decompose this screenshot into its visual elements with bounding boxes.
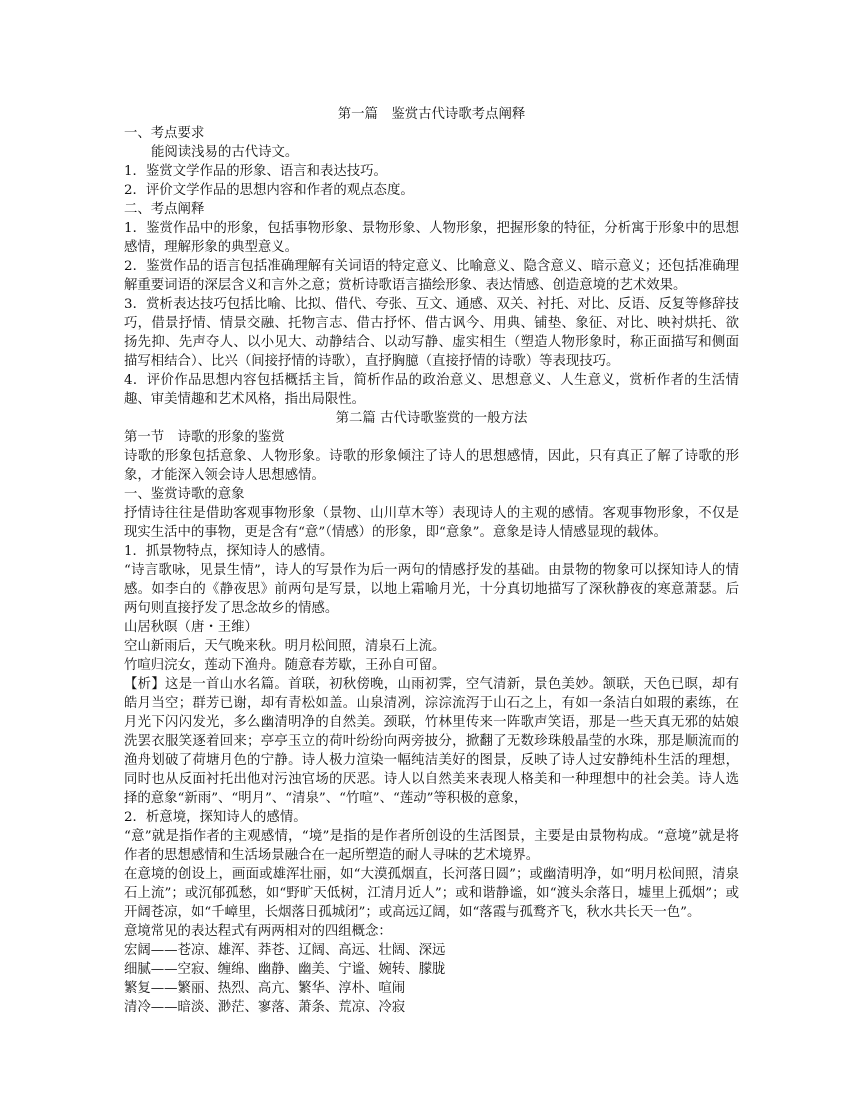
group-item: 宏阔——苍凉、雄浑、莽苍、辽阔、高远、壮阔、深远 [124, 943, 446, 958]
method-2-heading: 2．析意境，探知诗人的感情。 [124, 810, 307, 825]
examples-paragraph: 在意境的创设上，画面或雄浑壮丽，如“大漠孤烟直，长河落日圆”；或幽清明净，如“明月松间照，清泉石上流”；或沉郁孤愁，如“野旷天低树，江清月近人”；或和谐静谧，如“渡头余落日，墟里上孤烟”；或开阔苍凉，如“千嶂里，长烟落日孤城闭”；或高远辽阔，如“落霞与孤鹜齐飞，秋水共长天一色”。 [124, 867, 739, 920]
intro-paragraph: 诗歌的形象包括意象、人物形象。诗歌的形象倾注了诗人的思想感情，因此，只有真正了解了诗歌的形象，才能深入领会诗人思想感情。 [124, 449, 739, 483]
explanation-1: 1．鉴赏作品中的形象，包括事物形象、景物形象、人物形象，把握形象的特征，分析寓于形象中的思想感情，理解形象的典型意义。 [124, 221, 739, 255]
heading-imagery: 一、鉴赏诗歌的意象 [124, 487, 245, 502]
method-1-heading: 1．抓景物特点，探知诗人的感情。 [124, 544, 334, 559]
chapter-title-2: 第二篇 古代诗歌鉴赏的一般方法 [335, 411, 528, 426]
section-heading-requirements: 一、考点要求 [124, 126, 205, 141]
method-2-text: “意”就是指作者的主观感情，“境”是指的是作者所创设的生活图景，主要是由景物构成。“意境”就是将作者的思想感情和生活场景融合在一起所塑造的耐人寻味的艺术境界。 [124, 829, 739, 863]
explanation-2: 2．鉴赏作品的语言包括准确理解有关词语的特定意义、比喻意义、隐含意义、暗示意义；还包括准确理解重要词语的深层含义和言外之意；赏析诗歌语言描绘形象、表达情感、创造意境的艺术效果。 [124, 259, 739, 293]
section-1-heading: 第一节 诗歌的形象的鉴赏 [124, 430, 285, 445]
explanation-4: 4．评价作品思想内容包括概括主旨，简析作品的政治意义、思想意义、人生意义，赏析作者的生活情趣、审美情趣和艺术风格，指出局限性。 [124, 373, 739, 407]
requirement-2: 2．评价文学作品的思想内容和作者的观点态度。 [124, 183, 414, 198]
poem-analysis: 【析】这是一首山水名篇。首联，初秋傍晚，山雨初霁，空气清新，景色美妙。颔联，天色已暝，却有皓月当空；群芳已谢，却有青松如盖。山泉清冽，淙淙流泻于山石之上，有如一条洁白如瑕的素练，在月光下闪闪发光，多么幽清明净的自然美。颈联，竹林里传来一阵歌声笑语，那是一些天真无邪的姑娘洗罢衣服笑逐着回来；亭亭玉立的荷叶纷纷向两旁披分，掀翻了无数珍珠般晶莹的水珠，那是顺流而的渔舟划破了荷塘月色的宁静。诗人极力渲染一幅纯洁美好的图景，反映了诗人过安静纯朴生活的理想，同时也从反面衬托出他对污浊官场的厌恶。诗人以自然美来表现人格美和一种理想中的社会美。诗人选择的意象“新雨”、“明月”、“清泉”、“竹喧”、“莲动”等积极的意象， [124, 677, 739, 806]
group-item: 细腻——空寂、缠绵、幽静、幽美、宁谧、婉转、朦胧 [124, 962, 446, 977]
poem-title: 山居秋暝（唐・王维） [124, 620, 258, 635]
group-item: 繁复——繁丽、热烈、高亢、繁华、淳朴、喧闹 [124, 981, 406, 996]
imagery-definition: 抒情诗往往是借助客观事物形象（景物、山川草木等）表现诗人的主观的感情。客观事物形象，不仅是现实生活中的事物，更是含有“意”（情感）的形象，即“意象”。意象是诗人情感显现的载体。 [124, 506, 739, 540]
explanation-3: 3．赏析表达技巧包括比喻、比拟、借代、夸张、互文、通感、双关、衬托、对比、反语、反复等修辞技巧，借景抒情、情景交融、托物言志、借古抒怀、借古讽今、用典、铺垫、象征、对比、映衬烘托、欲扬先抑、先声夺人、以小见大、动静结合、以动写静、虚实相生（塑造人物形象时，称正面描写和侧面描写相结合）、比兴（间接抒情的诗歌），直抒胸臆（直接抒情的诗歌）等表现技巧。 [124, 297, 739, 369]
paragraph-read: 能阅读浅易的古代诗文。 [151, 145, 299, 160]
section-heading-explanation: 二、考点阐释 [124, 202, 205, 217]
groups-intro: 意境常见的表达程式有两两相对的四组概念： [124, 924, 392, 939]
method-1-text: “诗言歌咏，见景生情”，诗人的写景作为后一两句的情感抒发的基础。由景物的物象可以探知诗人的情感。如李白的《静夜思》前两句是写景，以地上霜喻月光，十分真切地描写了深秋静夜的寒意萧瑟。后两句则直接抒发了思念故乡的情感。 [124, 563, 739, 616]
group-item: 清冷——暗淡、渺茫、寥落、萧条、荒凉、冷寂 [124, 1000, 406, 1015]
poem-line-2: 竹喧归浣女，莲动下渔舟。随意春芳歇，王孙自可留。 [124, 658, 446, 673]
chapter-title-1: 第一篇 鉴赏古代诗歌考点阐释 [337, 107, 526, 122]
document-body [124, 105, 739, 1017]
poem-line-1: 空山新雨后，天气晚来秋。明月松间照，清泉石上流。 [124, 639, 446, 654]
requirement-1: 1．鉴赏文学作品的形象、语言和表达技巧。 [124, 164, 387, 179]
